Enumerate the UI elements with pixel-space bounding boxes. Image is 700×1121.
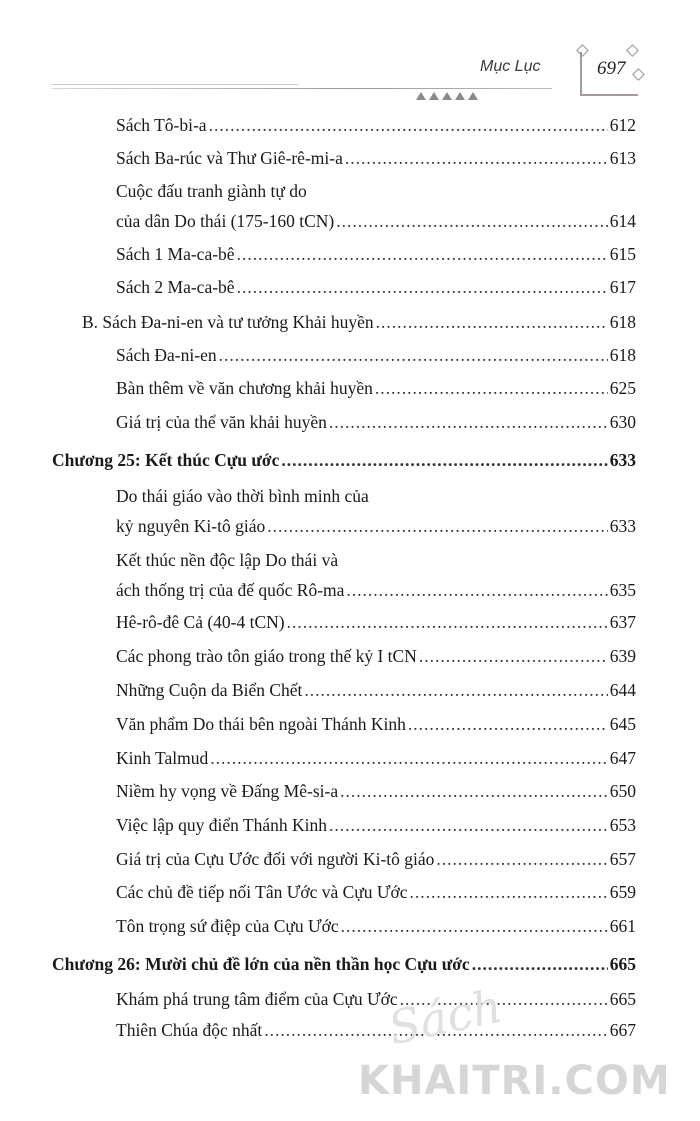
toc-entry-title: Kết thúc nền độc lập Do thái và	[116, 550, 339, 570]
toc-entry-page-number: 617	[609, 277, 636, 297]
toc-entry-page-number: 661	[609, 916, 636, 936]
toc-entry-title: Việc lập quy điển Thánh Kinh	[116, 815, 328, 835]
toc-entry-page-number: 657	[609, 849, 636, 869]
toc-entry-title: Hê-rô-đê Cả (40-4 tCN)	[116, 612, 285, 632]
toc-entry-title: Giá trị của Cựu Ước đối với người Ki-tô giáo	[116, 849, 435, 869]
dot-leader	[304, 675, 607, 705]
toc-entry[interactable]	[116, 176, 636, 236]
dot-leader	[436, 844, 607, 874]
toc-entry-title: Chương 26: Mười chủ đề lớn của nền thần học Cựu ước	[52, 954, 470, 974]
dot-leader	[237, 239, 608, 269]
toc-entry-title: Sách 1 Ma-ca-bê	[116, 244, 235, 264]
dot-leader	[264, 1015, 607, 1045]
toc-entry[interactable]	[52, 445, 636, 475]
toc-entry-page-number: 645	[609, 714, 636, 734]
dot-leader	[345, 143, 608, 173]
toc-entry-page-number: 615	[609, 244, 636, 264]
toc-entry-page-number: 614	[609, 211, 636, 231]
toc-entry-page-number: 630	[609, 412, 636, 432]
toc-entry-title: Niềm hy vọng về Đấng Mê-si-a	[116, 781, 339, 801]
dot-leader	[346, 575, 607, 605]
dot-leader	[237, 272, 608, 302]
toc-entry-page-number: 665	[609, 989, 636, 1009]
toc-entry-page-number: 637	[609, 612, 636, 632]
toc-entry[interactable]	[116, 709, 636, 739]
toc-entry[interactable]	[116, 407, 636, 437]
toc-entry-title: Khám phá trung tâm điểm của Cựu Ước	[116, 989, 398, 1009]
toc-entry-page-number: 635	[609, 580, 636, 600]
dot-leader	[408, 709, 608, 739]
toc-entry[interactable]	[116, 239, 636, 269]
toc-entry[interactable]	[116, 143, 636, 173]
dot-leader	[375, 373, 608, 403]
toc-entry-title: Các chủ đề tiếp nối Tân Ước và Cựu Ước	[116, 882, 408, 902]
toc-entry-page-number: 647	[609, 748, 636, 768]
toc-entry-title: Cuộc đấu tranh giành tự do	[116, 181, 307, 201]
toc-entry[interactable]	[116, 810, 636, 840]
toc-entry-title: của dân Do thái (175-160 tCN)	[116, 211, 335, 231]
toc-entry[interactable]	[116, 844, 636, 874]
toc-entry-page-number: 618	[609, 312, 636, 332]
toc-entry[interactable]	[116, 373, 636, 403]
toc-entry[interactable]	[116, 481, 636, 541]
toc-entry[interactable]	[116, 110, 636, 140]
toc-entry-title: Sách Tô-bi-a	[116, 115, 207, 135]
toc-entry[interactable]	[116, 877, 636, 907]
toc-entry[interactable]	[116, 340, 636, 370]
page-number: 697	[597, 58, 626, 79]
toc-entry-title: ách thống trị của đế quốc Rô-ma	[116, 580, 345, 600]
toc-entry-title: Bàn thêm về văn chương khải huyền	[116, 378, 373, 398]
dot-leader	[400, 984, 608, 1014]
toc-entry[interactable]	[116, 984, 636, 1014]
watermark-script-text: Sách	[383, 978, 507, 1056]
toc-entry-title: Thiên Chúa độc nhất	[116, 1020, 263, 1040]
toc-entry-title: Sách Đa-ni-en	[116, 345, 217, 365]
toc-entry-page-number: 644	[609, 680, 636, 700]
dot-leader	[267, 511, 608, 541]
dot-leader	[281, 445, 607, 475]
toc-entry-title: Các phong trào tôn giáo trong thế kỷ I tCN	[116, 646, 417, 666]
dot-leader	[329, 810, 608, 840]
dot-leader	[340, 776, 608, 806]
header-rule	[52, 88, 552, 89]
toc-entry-title: Sách 2 Ma-ca-bê	[116, 277, 235, 297]
toc-entry[interactable]	[82, 307, 636, 337]
toc-entry-page-number: 653	[609, 815, 636, 835]
toc-entry-title: kỷ nguyên Ki-tô giáo	[116, 516, 266, 536]
toc-entry[interactable]	[116, 911, 636, 941]
toc-entry[interactable]	[116, 641, 636, 671]
toc-entry-title: Sách Ba-rúc và Thư Giê-rê-mi-a	[116, 148, 343, 168]
toc-entry[interactable]	[116, 1015, 636, 1045]
toc-entry[interactable]	[116, 272, 636, 302]
toc-entry[interactable]	[116, 545, 636, 605]
toc-entry[interactable]	[116, 776, 636, 806]
dot-leader	[329, 407, 608, 437]
toc-entry-page-number: 639	[609, 646, 636, 666]
dot-leader	[419, 641, 608, 671]
dot-leader	[376, 307, 608, 337]
toc-entry-title: B. Sách Đa-ni-en và tư tưởng Khải huyền	[82, 312, 374, 332]
toc-entry-page-number: 633	[609, 516, 636, 536]
toc-entry-page-number: 613	[609, 148, 636, 168]
toc-entry[interactable]	[52, 949, 636, 979]
toc-entry-page-number: 618	[609, 345, 636, 365]
toc-entry-title: Những Cuộn da Biển Chết	[116, 680, 303, 700]
toc-entry-title: Kinh Talmud	[116, 748, 209, 768]
dot-leader	[336, 206, 608, 236]
toc-entry-title: Văn phẩm Do thái bên ngoài Thánh Kinh	[116, 714, 406, 734]
toc-entry-page-number: 659	[609, 882, 636, 902]
dot-leader	[209, 110, 608, 140]
toc-entry-page-number: 650	[609, 781, 636, 801]
toc-entry[interactable]	[116, 675, 636, 705]
dot-leader	[210, 743, 607, 773]
watermark-brand-text: KHAITRI.COM	[358, 1058, 671, 1104]
toc-entry-title: Tôn trọng sứ điệp của Cựu Ước	[116, 916, 339, 936]
dot-leader	[409, 877, 607, 907]
dot-leader	[472, 949, 608, 979]
toc-entry[interactable]	[116, 743, 636, 773]
toc-entry-page-number: 667	[609, 1020, 636, 1040]
toc-entry-page-number: 625	[609, 378, 636, 398]
toc-entry-title: Chương 25: Kết thúc Cựu ước	[52, 450, 280, 470]
running-header-title: Mục Lục	[480, 58, 541, 75]
dot-leader	[341, 911, 608, 941]
toc-entry-page-number: 612	[609, 115, 636, 135]
toc-entry-page-number: 633	[609, 450, 636, 470]
toc-entry-title: Do thái giáo vào thời bình minh của	[116, 486, 369, 506]
dot-leader	[219, 340, 608, 370]
toc-entry-title: Giá trị của thể văn khải huyền	[116, 412, 327, 432]
dot-leader	[287, 607, 608, 637]
header-triangles-ornament	[416, 92, 478, 100]
toc-entry-page-number: 665	[609, 954, 636, 974]
toc-entry[interactable]	[116, 607, 636, 637]
header-rule-top	[52, 84, 298, 85]
